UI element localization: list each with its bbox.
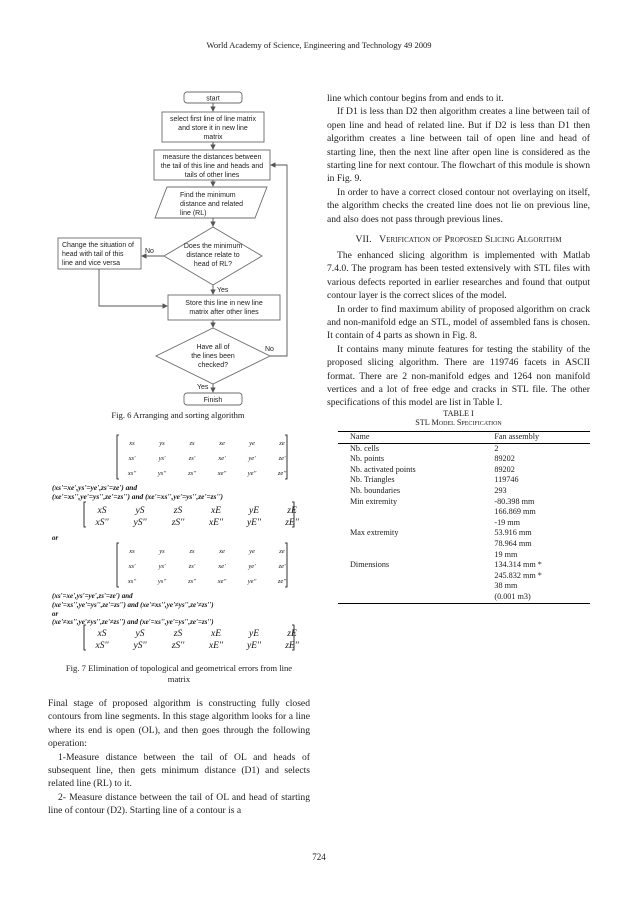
left-column-text xyxy=(48,697,310,818)
fig7-or2: or xyxy=(52,610,59,618)
table-label: TABLE I xyxy=(443,409,474,418)
fc-step4-line: Store this line in new line xyxy=(185,300,263,307)
table-row xyxy=(338,571,590,582)
running-header: World Academy of Science, Engineering and Technology 49 2009 xyxy=(206,40,432,50)
fig7-cond2-line2: (xe'=xs'',ye'=ys'',ze'=zs'') and (xe'≠xs'',ye'≠ys'',ze'≠zs'') xyxy=(52,601,214,609)
fig7-cond1-line1: (xs'=xe',ys'=ye',zs'=ze') and xyxy=(52,483,138,492)
spec-table xyxy=(338,431,590,604)
fc-step2-line: measure the distances between xyxy=(162,154,262,161)
table-cell-name xyxy=(338,518,494,529)
table-row xyxy=(338,539,590,550)
table-row xyxy=(338,550,590,561)
fig7-result1-cell: xE'' xyxy=(208,518,224,528)
table-cell-name xyxy=(338,507,494,518)
table-cell-value: 89202 xyxy=(494,454,515,464)
table-cell-name xyxy=(338,581,494,592)
table-row xyxy=(338,486,590,497)
fig7-result2-cell: xS'' xyxy=(95,641,109,651)
fig7-matrixA-cell: xs'' xyxy=(127,470,137,477)
table-cell-name: Min extremity xyxy=(350,496,398,506)
fig7-matrixA-cell: xs xyxy=(129,440,135,447)
right-paragraph-2: In order to have a correct closed contour not overlaying on itself, the algorithm checks the created line does not lie on previous line, and also does not pass through previous lines. xyxy=(327,186,590,225)
fc-decision1-line: head of RL? xyxy=(193,261,233,268)
table-row xyxy=(338,560,590,571)
left-item-1: 1-Measure distance between the tail of OL and heads of subsequent line, then gets minimum distance (D1) and selects related line (RL) to it. xyxy=(48,751,310,790)
fc-decision2-line: checked? xyxy=(198,362,228,369)
fig7-matrixB-cell: xs' xyxy=(128,563,136,570)
fig7-matrixA-cell: ze'' xyxy=(277,470,287,477)
fc-step4-node xyxy=(168,295,280,320)
fig7-matrixA-cell: xe xyxy=(219,440,225,447)
table-cell-name: Name xyxy=(338,432,494,443)
table-cell-value: 293 xyxy=(494,485,507,495)
table-cell-name: Nb. Triangles xyxy=(350,475,395,485)
fig7-or1: or xyxy=(52,534,59,542)
right-column-text xyxy=(327,92,590,226)
fig7-result1-cell: yS'' xyxy=(133,518,147,528)
fig7-result2-cell: xS xyxy=(97,629,107,639)
fig7-matrixA-cell: ye xyxy=(249,440,255,447)
fig7-result2-cell: zE xyxy=(287,629,297,639)
fig7-matrixB-cell: xs'' xyxy=(127,578,137,585)
fig7-result1-cell: xS xyxy=(97,506,107,516)
table-cell-name xyxy=(338,539,494,550)
fig7-result2-cell: yS'' xyxy=(133,641,147,651)
fig7-matrixA-cell: ye'' xyxy=(247,470,257,477)
table-cell-name xyxy=(338,571,494,582)
fig7-matrixB-cell: zs' xyxy=(188,563,196,570)
table-cell-value: 89202 xyxy=(494,464,515,474)
table-cell-value: 245.832 mm * xyxy=(494,570,542,580)
fig7-result2-cell: yE'' xyxy=(246,641,262,651)
table-cell-value: 166.869 mm xyxy=(494,507,536,517)
fc-left-box-line: line and vice versa xyxy=(62,260,120,267)
fig7-matrixA-cell: ze' xyxy=(278,455,286,462)
fig7-matrixB-cell: ys'' xyxy=(157,578,167,585)
table-cell-value: 19 mm xyxy=(494,549,518,559)
fig7-matrixA-cell: ys xyxy=(159,440,165,447)
fig6-caption: Fig. 6 Arranging and sorting algorithm xyxy=(111,410,245,420)
fig7-matrixB-cell: ye xyxy=(249,548,255,555)
fig7-caption-line2: matrix xyxy=(167,674,191,684)
fig7-result1-cell: zE xyxy=(287,506,297,516)
fig7-result1-cell: zS xyxy=(173,506,183,516)
fig7-matrixB-cell: ys' xyxy=(158,563,166,570)
table-cell-name: Nb. points xyxy=(350,454,385,464)
fig7-result2-cell: zE'' xyxy=(285,641,299,651)
fig7-matrixB-cell: ye'' xyxy=(247,578,257,585)
fig7-result2-cell: zS xyxy=(173,629,183,639)
fig7-matrixB-cell: xe xyxy=(219,548,225,555)
table-cell-value: 2 xyxy=(494,443,499,453)
fig7-result2-cell: yS xyxy=(135,629,145,639)
fig7-matrixA-cell: zs'' xyxy=(188,470,196,477)
fig7-figure xyxy=(52,432,312,664)
table-header-row xyxy=(338,432,590,443)
fc-step1-line: matrix xyxy=(203,134,223,141)
fc-decision2-line: Have all of xyxy=(196,344,230,351)
fig7-result2-cell: yE xyxy=(248,629,260,639)
fig7-result1-cell: xE xyxy=(210,506,222,516)
table-cell-name: Nb. boundaries xyxy=(350,485,401,495)
fig7-result1-cell: yS xyxy=(135,506,145,516)
fig7-caption-line1: Fig. 7 Elimination of topological and geometrical errors from line xyxy=(65,663,293,673)
fig7-matrixA-cell: ys'' xyxy=(157,470,167,477)
fc-step1-line: select first line of line matrix xyxy=(170,116,256,123)
fig7-matrixA-cell: ze xyxy=(279,440,285,447)
fig7-cond1-line2: (xe'=xs'',ye'=ys'',ze'=zs'') and (xe'=xs'',ye'=ys'',ze'=zs'') xyxy=(52,492,224,501)
section-number: VII. xyxy=(355,234,372,245)
right-paragraph-1: If D1 is less than D2 then algorithm creates a line between tail of open line and head of related line. But if D2 is less than D1 then algorithm creates a line between tail of open line and head of starting line, then the next line after open line is considered as the starting line for next contour. The flowchart of this module is shown in Fig. 9. xyxy=(327,106,590,185)
table-cell-name: Nb. cells xyxy=(350,443,380,453)
fig7-matrixA-cell: zs xyxy=(189,440,195,447)
fig7-matrixA-cell: zs' xyxy=(188,455,196,462)
table-cell-name: Max extremity xyxy=(350,528,399,538)
fig7-matrixB-cell: ze xyxy=(279,548,285,555)
fig7-matrixA-cell: ye' xyxy=(248,455,256,462)
fc-step3-line: line (RL) xyxy=(180,210,207,217)
table-cell-value: 119746 xyxy=(494,475,519,485)
fig7-matrixB-cell: ye' xyxy=(248,563,256,570)
fc-decision2-line: the lines been xyxy=(191,353,235,360)
table-cell-value: 53.916 mm xyxy=(494,528,532,538)
fig7-result1-cell: yE'' xyxy=(246,518,262,528)
table-cell-value: (0.001 m3) xyxy=(494,591,531,601)
fc-step2-line: tails of other lines xyxy=(184,172,240,179)
fc-step2-line: the tail of this line and heads and xyxy=(160,163,264,170)
table-cell-name xyxy=(338,550,494,561)
right-paragraph-0: line which contour begins from and ends to it. xyxy=(327,93,504,104)
fc-step1-line: and store it in new line xyxy=(178,125,248,132)
table-cell-value: 78.964 mm xyxy=(494,538,532,548)
table-row xyxy=(338,475,590,486)
table-caption xyxy=(327,409,590,427)
section-heading xyxy=(327,234,590,245)
fig7-result2-cell: xE xyxy=(210,629,222,639)
fc-step3-line: Find the minimum xyxy=(180,192,236,199)
table-cell-value: -80.398 mm xyxy=(494,496,535,506)
fig7-result2-cell: xE'' xyxy=(208,641,224,651)
table-row xyxy=(338,497,590,508)
fig7-matrixB-cell: ze'' xyxy=(277,578,287,585)
fig7-matrixA-cell: xe'' xyxy=(217,470,227,477)
fig7-result1-cell: zS'' xyxy=(171,518,185,528)
fc-no2-label: No xyxy=(265,346,274,353)
fc-no1-label: No xyxy=(145,248,154,255)
fig7-cond2-line3: (xe'≠xs'',ye'≠ys'',ze'≠zs'') and (xe'=xs'',ye'=ys'',ze'=zs'') xyxy=(52,618,214,626)
left-paragraph: Final stage of proposed algorithm is constructing fully closed contours from line segments. In this stage algorithm looks for a line where its end is open (OL), and then goes through the following operation: xyxy=(48,698,310,750)
table-row xyxy=(338,528,590,539)
fc-left-box-line: head with tail of this xyxy=(62,251,124,258)
fc-yes2-label: Yes xyxy=(197,384,209,391)
fig7-result1-cell: yE xyxy=(248,506,260,516)
fig7-cond2-line1: (xs'=xe',ys'=ye',zs'=ze') and xyxy=(52,592,133,600)
right-paragraph-3: The enhanced slicing algorithm is implemented with Matlab 7.4.0. The program has been tested extensively with STL files with various defects reported in earlier researches and found that output contour layer is the correct slices of the model. xyxy=(327,250,590,302)
table-row xyxy=(338,592,590,603)
right-paragraph-4: In order to find maximum ability of proposed algorithm on crack and non-manifold edge an STL, model of assembled fans is chosen. It contain of 4 parts as shown in Fig. 8. xyxy=(327,303,590,342)
table-cell-value: -19 mm xyxy=(494,517,521,527)
table-row xyxy=(338,581,590,592)
table-cell-value: 38 mm xyxy=(494,581,518,591)
table-row xyxy=(338,454,590,465)
fig7-matrixB-cell: zs'' xyxy=(188,578,196,585)
fig7-matrixA-cell: xs' xyxy=(128,455,136,462)
table-row xyxy=(338,507,590,518)
fc-start-label: start xyxy=(206,95,220,103)
table-row xyxy=(338,443,590,454)
fig7-matrixB-cell: ze' xyxy=(278,563,286,570)
fig7-caption xyxy=(44,663,314,685)
table-row xyxy=(338,518,590,529)
fc-yes1-label: Yes xyxy=(217,287,229,294)
left-item-2: 2- Measure distance between the tail of OL and head of starting line of contour (D2). Starting line of a contour is a xyxy=(48,791,310,817)
fig7-result2-cell: zS'' xyxy=(171,641,185,651)
fig7-matrixB-cell: xs xyxy=(129,548,135,555)
table-cell-value: Fan assembly xyxy=(494,432,590,443)
fig7-matrixB-cell: xe' xyxy=(218,563,226,570)
table-row xyxy=(338,465,590,476)
fig7-matrixA-cell: xe' xyxy=(218,455,226,462)
fc-finish-label: Finish xyxy=(203,397,223,404)
fig7-matrixA-cell: ys' xyxy=(158,455,166,462)
fc-step3-line: distance and related xyxy=(180,201,244,208)
fc-left-box-line: Change the situation of xyxy=(62,242,134,249)
fig7-result1-cell: xS'' xyxy=(95,518,109,528)
table-cell-name: Nb. activated points xyxy=(350,464,416,474)
right-paragraph-5: It contains many minute features for testing the stability of the proposed slicing algorithm. There are 119746 facets in ASCII format. There are 2 non-manifold edges and 1264 non manifold vertices and a lot of free edge and cracks in STL file. The other specifications of this model are list in Table I. xyxy=(327,343,590,409)
right-column-text-2 xyxy=(327,249,590,410)
fig7-matrixB-cell: zs xyxy=(189,548,195,555)
fc-decision1-line: Does the minimum xyxy=(183,243,243,250)
section-title: Verification of Proposed Slicing Algorithm xyxy=(379,234,562,245)
fig7-result1-cell: zE'' xyxy=(285,518,299,528)
fc-decision1-line: distance relate to xyxy=(186,252,240,259)
fc-step4-line: matrix after other lines xyxy=(189,309,259,316)
fig6-flowchart xyxy=(55,88,295,410)
fig7-matrixB-cell: xe'' xyxy=(217,578,227,585)
table-cell-value: 134.314 mm * xyxy=(494,560,542,570)
table-cell-name xyxy=(338,592,494,603)
table-cell-name: Dimensions xyxy=(350,560,390,570)
fig7-matrixB-cell: ys xyxy=(159,548,165,555)
table-title: STL Model Specification xyxy=(415,418,502,427)
page-number: 724 xyxy=(312,852,326,862)
